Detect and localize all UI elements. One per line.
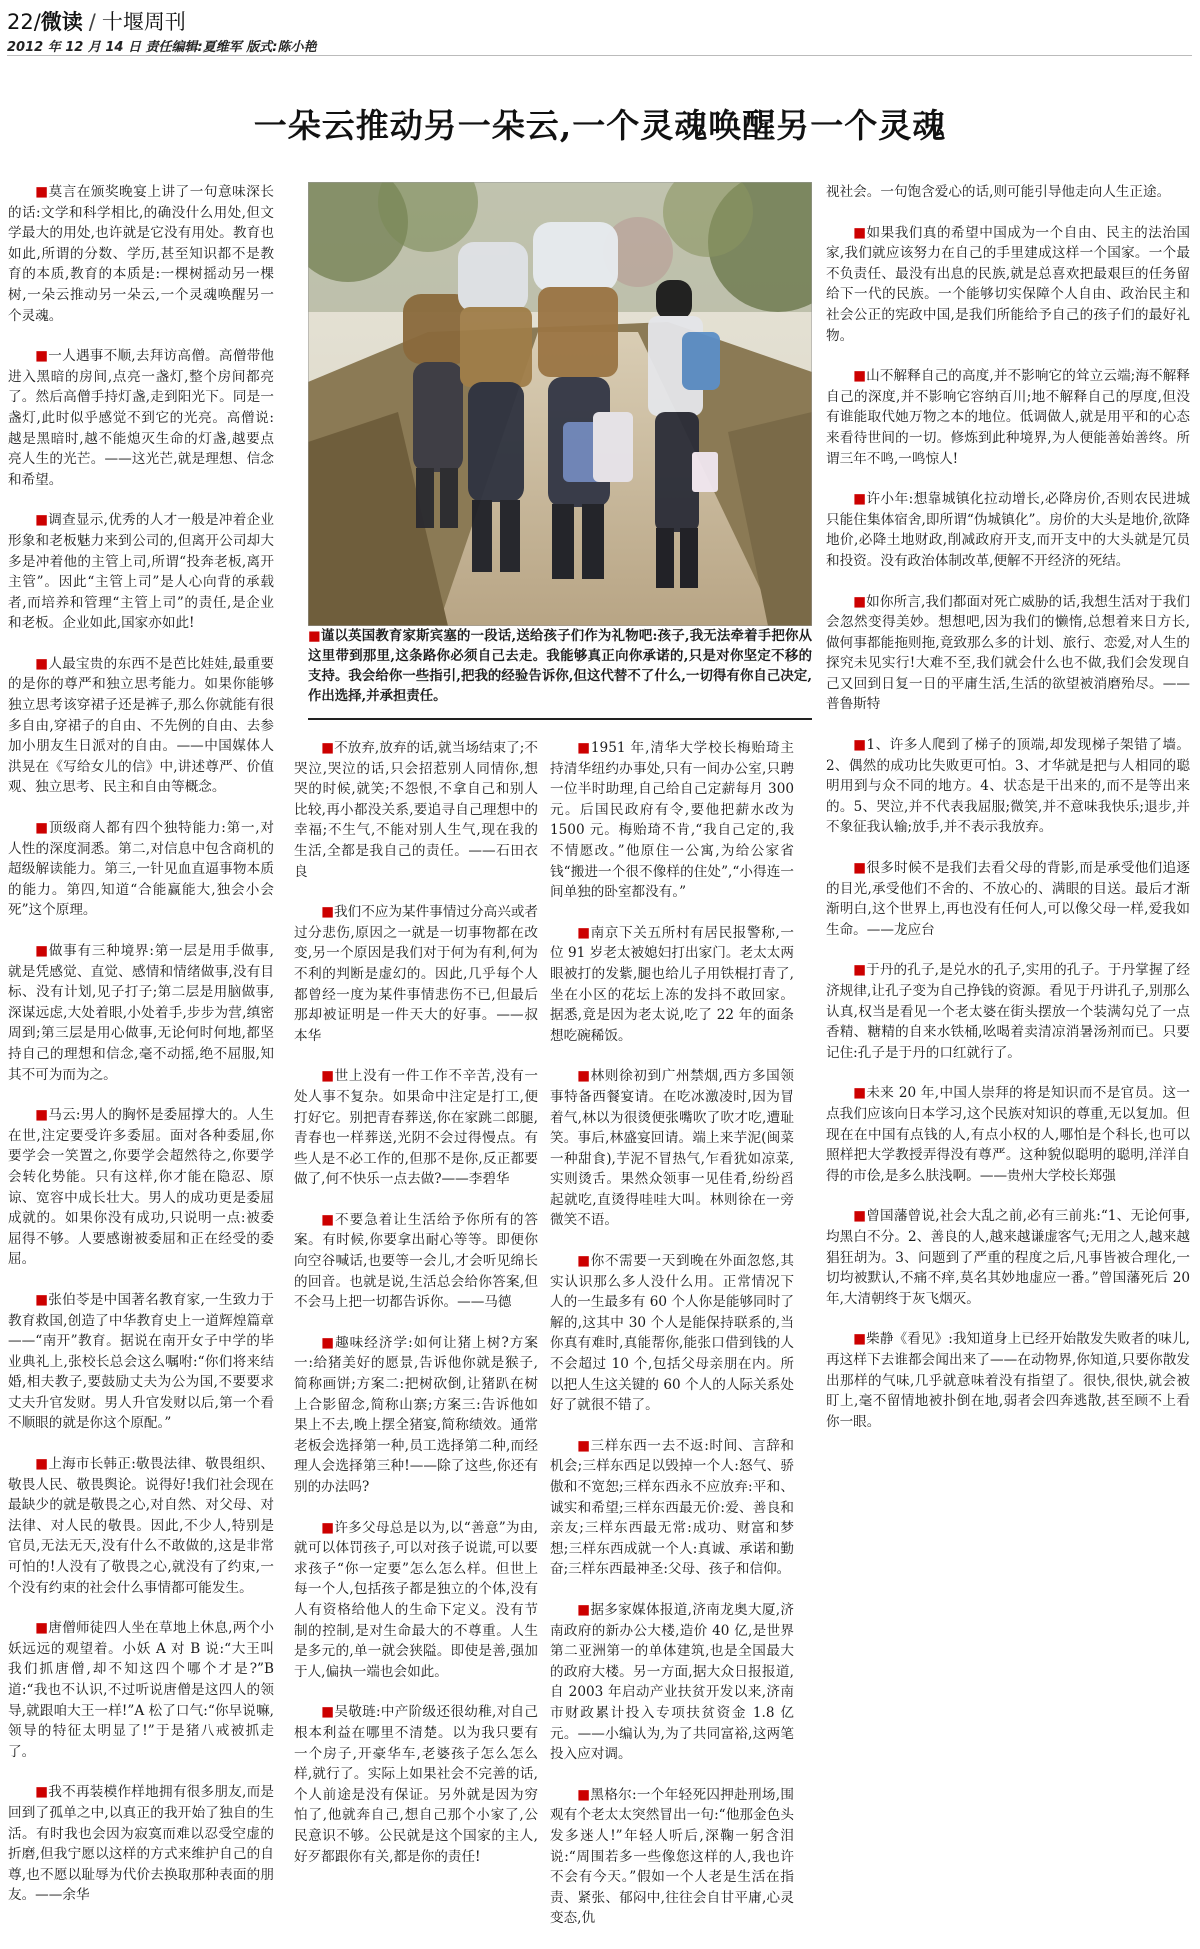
- column-3: [550, 738, 794, 1949]
- column-4: [826, 182, 1190, 1452]
- page-number-and-section: [7, 6, 186, 36]
- article-paragraph: [826, 1083, 1190, 1186]
- bullet-marker: ■: [853, 1085, 867, 1102]
- bullet-marker: ■: [577, 1068, 591, 1085]
- paragraph-text: 山不解释自己的高度,并不影响它的耸立云端;海不解释自己的深度,并不影响它容纳百川;地不解释自己的厚度,但没有谁能取代她万物之本的地位。低调做人,就是用平和的心态来看待世间的一切。修炼到此种境界,为人便能善始善终。所谓三年不鸣,一鸣惊人!: [826, 368, 1191, 467]
- article-paragraph: [294, 738, 538, 882]
- article-paragraph: [826, 366, 1190, 469]
- caption-text: 谨以英国教育家斯宾塞的一段话,送给孩子们作为礼物吧:孩子,我无法牵着手把你从这里带到那里,这条路你必须自己去走。我能够真正向你承诺的,只是对你坚定不移的支持。我会给你一些指引,把我的经验告诉你,但这代替不了什么,一切得有你自己决定,作出选择,并承担责任。: [308, 628, 812, 704]
- publication-name: 十堰周刊: [101, 10, 186, 34]
- page-header: [0, 0, 1200, 60]
- bullet-marker: ■: [577, 1786, 591, 1803]
- paragraph-text: 如你所言,我们都面对死亡威胁的话,我想生活对于我们会忽然变得美妙。想想吧,因为我们的懒惰,总想着来日方长,做何事都能拖则拖,竟致那么多的计划、旅行、恋爱,对人生的探究未见实行!大难不至,我们就会什么也不做,我们会发现自己又回到日复一日的平庸生活,生活的欲望被消磨殆尽。——普鲁斯特: [826, 593, 1191, 713]
- paragraph-text: 三样东西一去不返:时间、言辞和机会;三样东西足以毁掉一个人:怒气、骄傲和不宽恕;三样东西永不应放弃:平和、诚实和希望;三样东西最无价:爱、善良和亲友;三样东西最无常:成功、财富和梦想;三样东西成就一个人:真诚、承诺和勤奋;三样东西最神圣:父母、孩子和信仰。: [550, 1437, 794, 1578]
- bullet-marker: ■: [853, 962, 867, 979]
- paragraph-text: 张伯苓是中国著名教育家,一生致力于教育救国,创造了中华教育史上一道辉煌篇章——“南开”教育。据说在南开女子中学的毕业典礼上,张校长总会这么嘱咐:“你们将来结婚,相夫教子,要鼓励丈夫为公为国,不要要求丈夫升官发财。男人升官发财以后,第一个看不顺眼的就是你这个原配。”: [8, 1291, 274, 1432]
- paragraph-text: 马云:男人的胸怀是委屈撑大的。人生在世,注定要受许多委屈。面对各种委屈,你要学会一笑置之,你要学会超然待之,你要学会转化势能。只有这样,你才能在隐忍、原谅、宽容中成长壮大。男人的成功更是委屈成就的。如果你没有成功,只说明一点:被委屈得不够。人要感谢被委屈和正在经受的委屈。: [8, 1107, 274, 1268]
- paragraph-text: 1951 年,清华大学校长梅贻琦主持清华纽约办事处,只有一间办公室,只聘一位半时助理,自己给自己定薪每月 300 元。后国民政府有令,要他把薪水改为 1500 元。梅贻琦不肯,“我自己定的,我不情愿改。”他原住一公寓,为给公家省钱“搬进一个很不像样的住处”,“小得连一间单独的卧室都没有。”: [550, 740, 795, 901]
- bullet-marker: ■: [35, 820, 49, 837]
- bullet-marker: ■: [321, 1068, 335, 1085]
- bullet-marker: ■: [853, 593, 867, 610]
- bullet-marker: ■: [35, 943, 49, 959]
- paragraph-text: 我们不应为某件事情过分高兴或者过分悲伤,原因之一就是一切事物都在改变,另一个原因是我们对于何为有利,何为不利的判断是虚幻的。因此,几乎每个人都曾经一度为某件事情悲伤不已,但最后那却被证明是一件天大的好事。——叔本华: [294, 904, 539, 1044]
- article-paragraph: [8, 1618, 274, 1762]
- paragraph-text: 做事有三种境界:第一层是用手做事,就是凭感觉、直觉、感情和情绪做事,没有目标、没有计划,见子打子;第二层是用脑做事,深谋远虑,大处着眼,小处着手,步步为营,缜密周到;第三层是用心做事,无论何时何地,都坚持自己的理想和信念,毫不动摇,绝不屈服,知其不可为而为之。: [8, 943, 275, 1083]
- article-paragraph: [550, 738, 794, 903]
- paragraph-text: 顶级商人都有四个独特能力:第一,对人性的深度洞悉。第二,对信息中包含商机的超级解读能力。第三,一针见血直逼事物本质的能力。第四,知道“合能赢能大,独会小会死”这个原理。: [8, 820, 275, 919]
- paragraph-text: 调查显示,优秀的人才一般是冲着企业形象和老板魅力来到公司的,但离开公司却大多是冲着他的主管上司,所谓“投奔老板,离开主管”。因此“主管上司”是人心向背的承载者,而培养和管理“主管上司”的责任,是企业和老板。企业如此,国家亦如此!: [8, 512, 274, 632]
- paragraph-text: 于丹的孔子,是兑水的孔子,实用的孔子。于丹掌握了经济规律,让孔子变为自己挣钱的资源。看见于丹讲孔子,别那么认真,权当是看见一个老太婆在街头摆放一个装满勾兑了一点香精、糖精的自来水铁桶,吆喝着卖清凉消暑汤剂而已。只要记住:孔子是于丹的口红就行了。: [826, 962, 1191, 1061]
- article-paragraph: [8, 1454, 274, 1598]
- article-paragraph: [294, 1333, 538, 1498]
- article-paragraph: [550, 1600, 794, 1765]
- article-paragraph: [826, 223, 1190, 347]
- bullet-marker: ■: [308, 628, 321, 644]
- column-2: [294, 738, 538, 1887]
- bullet-marker: ■: [35, 512, 49, 529]
- article-paragraph: [550, 1785, 794, 1929]
- paragraph-text: 柴静《看见》:我知道身上已经开始散发失败者的味儿,再这样下去谁都会闻出来了——在动物界,你知道,只要你散发出那样的气味,几乎就意味着没有指望了。很快,很快,就会被盯上,毫不留情地被扑倒在地,弱者会四奔逃散,甚至顾不上看你一眼。: [826, 1331, 1191, 1430]
- bullet-marker: ■: [35, 1291, 49, 1308]
- photo-illustration: [308, 182, 812, 626]
- paragraph-text: 黑格尔:一个年轻死囚押赴刑场,围观有个老太太突然冒出一句:“他那金色头发多迷人!”年轻人听后,深鞠一躬含泪说:“周围若多一些像您这样的人,我也许不会有今天。”假如一个人老是生活在指责、紧张、郁闷中,往往会自甘平庸,心灵变态,仇: [550, 1786, 794, 1927]
- article-paragraph: [8, 818, 274, 921]
- bullet-marker: ■: [853, 737, 867, 754]
- paragraph-text: 很多时候不是我们去看父母的背影,而是承受他们追逐的目光,承受他们不舍的、不放心的、满眼的目送。最后才渐渐明白,这个世界上,再也没有任何人,可以像父母一样,爱我如生命。——龙应台: [826, 860, 1190, 938]
- article-paragraph: [8, 510, 274, 634]
- paragraph-text: 人最宝贵的东西不是芭比娃娃,最重要的是你的尊严和独立思考能力。如果你能够独立思考该穿裙子还是裤子,那么你就能有很多自由,穿裙子的自由、不先例的自由、去参加小朋友生日派对的自由。——中国媒体人洪晃在《写给女儿的信》中,讲述尊严、价值观、独立思考、民主和自由等概念。: [8, 655, 274, 796]
- article-paragraph: [826, 858, 1190, 940]
- bullet-marker: ■: [35, 1620, 49, 1637]
- bullet-marker: ■: [321, 1334, 336, 1351]
- article-paragraph: [294, 902, 538, 1046]
- article-paragraph: [8, 941, 274, 1085]
- paragraph-text: 曾国藩曾说,社会大乱之前,必有三前兆:“1、无论何事,均黑白不分。2、善良的人,越来越谦虚客气;无用之人,越来越猖狂胡为。3、问题到了严重的程度之后,凡事皆被合理化,一切均被默认,不痛不痒,莫名其妙地虚应一番。”曾国藩死后 20 年,大清朝终于灰飞烟灭。: [826, 1208, 1191, 1307]
- paragraph-text: 唐僧师徒四人坐在草地上休息,两个小妖远远的观望着。小妖 A 对 B 说:“大王叫我们抓唐僧,却不知这四个哪个才是?”B 道:“我也不认识,不过听说唐僧是这四人的领导,就跟咱大王一样!”A 松了口气:“你早说嘛,领导的特征太明显了!”于是猪八戒被抓走了。: [8, 1620, 274, 1760]
- bullet-marker: ■: [35, 655, 49, 672]
- paragraph-text: 你不需要一天到晚在外面忽悠,其实认识那么多人没什么用。正常情况下人的一生最多有 60 个人你是能够同时了解的,这其中 30 个人是能保持联系的,当你真有难时,真能帮你,能张口借到钱的人不会超过 10 个,包括父母亲朋在内。所以把人生这关键的 60 个人的人际关系处好了就很不错了。: [550, 1253, 794, 1414]
- bullet-marker: ■: [853, 368, 867, 385]
- article-paragraph: [8, 1782, 274, 1906]
- paragraph-text: 世上没有一件工作不辛苦,没有一处人事不复杂。如果命中注定是打工,便打好它。别把青春葬送,你在家跳二郎腿,青春也一样葬送,光阴不会过得慢点。有些人是不必工作的,但那不是你,反正都要做了,何不快乐一点去做?——李碧华: [294, 1068, 538, 1188]
- bullet-marker: ■: [35, 1107, 49, 1124]
- paragraph-text: 林则徐初到广州禁烟,西方多国领事特备西餐宴请。在吃冰激凌时,因为冒着气,林以为很烫便张嘴吹了吹才吃,遭耻笑。事后,林盛宴回请。端上来芋泥(闽菜一种甜食),芋泥不冒热气,乍看犹如凉菜,实则烫舌。果然众领事一见佳肴,纷纷舀起就吃,直烫得哇哇大叫。林则徐在一旁微笑不语。: [550, 1068, 794, 1229]
- paragraph-text: 1、许多人爬到了梯子的顶端,却发现梯子架错了墙。2、偶然的成功比失败更可怕。3、才华就是把与人相同的聪明用到与众不同的地方。4、状态是干出来的,而不是等出来的。5、哭泣,并不代表我屈服;微笑,并不意味我快乐;退步,并不象征我认输;放手,并不表示我放弃。: [826, 737, 1191, 836]
- headline: 一朵云推动另一朵云,一个灵魂唤醒另一个灵魂: [253, 106, 947, 145]
- article-paragraph: [826, 592, 1190, 716]
- bullet-marker: ■: [577, 740, 591, 756]
- article-paragraph: [8, 654, 274, 798]
- header-rule: [7, 55, 1192, 56]
- bullet-marker: ■: [853, 1208, 867, 1225]
- bullet-marker: ■: [321, 1211, 336, 1228]
- article-paragraph: [550, 1251, 794, 1416]
- bullet-marker: ■: [853, 224, 867, 241]
- bullet-marker: ■: [35, 1456, 49, 1473]
- caption-rule: [308, 718, 812, 720]
- bullet-marker: ■: [321, 740, 335, 756]
- paragraph-text: 如果我们真的希望中国成为一个自由、民主的法治国家,我们就应该努力在自己的手里建成这样一个国家。一个最不负责任、最没有出息的民族,就是总喜欢把最艰巨的任务留给下一代的民族。一个能够切实保障个人自由、政治民主和社会公正的宪政中国,是我们所能给予自己的孩子们的最好礼物。: [826, 224, 1191, 344]
- bullet-marker: ■: [577, 1253, 591, 1270]
- paragraph-text: 未来 20 年,中国人崇拜的将是知识而不是官员。这一点我们应该向日本学习,这个民族对知识的尊重,无以复加。但现在在中国有点钱的人,有点小权的人,哪怕是个科长,也可以照样把大学教授弄得没有尊严。这种貌似聪明的聪明,洋洋自得的市侩,是多么肤浅啊。——贵州大学校长郑强: [826, 1085, 1190, 1184]
- article-paragraph: [550, 923, 794, 1047]
- article-paragraph: [8, 1290, 274, 1434]
- bullet-marker: ■: [321, 904, 335, 921]
- paragraph-text: 上海市长韩正:敬畏法律、敬畏组织、敬畏人民、敬畏舆论。说得好!我们社会现在最缺少的就是敬畏之心,对自然、对父母、对法律、对人民的敬畏。因此,不少人,特别是官员,无法无天,没有什么不敢做的,这是非常可怕的!人没有了敬畏之心,就没有了约束,一个没有约束的社会什么事情都可能发生。: [8, 1456, 274, 1596]
- article-paragraph: [826, 1329, 1190, 1432]
- bullet-marker: ■: [35, 1784, 49, 1801]
- paragraph-text: 视社会。一句饱含爱心的话,则可能引导他走向人生正途。: [826, 184, 1171, 200]
- paragraph-text: 许小年:想靠城镇化拉动增长,必降房价,否则农民进城只能住集体宿舍,即所谓“伪城镇化”。房价的大头是地价,欲降地价,必降土地财政,削减政府开支,而开支中的大头就是冗员和投资。没有政治体制改革,便解不开经济的死结。: [826, 491, 1190, 569]
- bullet-marker: ■: [321, 1519, 335, 1536]
- paragraph-text: 我不再装模作样地拥有很多朋友,而是回到了孤单之中,以真正的我开始了独自的生活。有时我也会因为寂寞而难以忍受空虚的折磨,但我宁愿以这样的方式来维护自己的自尊,也不愿以耻辱为代价去换取那种表面的朋友。——余华: [8, 1784, 274, 1904]
- paragraph-text: 吴敬琏:中产阶级还很幼稚,对自己根本利益在哪里不清楚。以为我只要有一个房子,开豪华车,老婆孩子怎么怎么样,就行了。实际上如果社会不完善的话,个人前途是没有保证。另外就是因为穷怕了,他就奔自己,想自己那个小家了,公民意识不够。公民就是这个国家的主人,好歹都跟你有关,都是你的责任!: [294, 1704, 538, 1865]
- paragraph-text: 不要急着让生活给予你所有的答案。有时候,你要拿出耐心等等。即便你向空谷喊话,也要等一会儿,才会听见绵长的回音。也就是说,生活总会给你答案,但不会马上把一切都告诉你。——马德: [294, 1211, 539, 1311]
- article-paragraph: [8, 1105, 274, 1270]
- article-paragraph: [294, 1702, 538, 1867]
- article-paragraph: [294, 1210, 538, 1313]
- article-paragraph: [826, 489, 1190, 571]
- article-paragraph: [8, 182, 274, 326]
- section-name: 微读: [40, 10, 83, 34]
- photo-children-walking: [308, 182, 812, 626]
- photo-caption: [308, 626, 812, 706]
- bullet-marker: ■: [321, 1704, 335, 1721]
- page-number: 22/: [7, 10, 41, 34]
- column-1: [8, 182, 274, 1926]
- paragraph-text: 南京下关五所村有居民报警称,一位 91 岁老太被媳妇打出家门。老太太两眼被打的发紫,腿也给儿子用铁棍打青了,坐在小区的花坛上冻的发抖不敢回家。据悉,竟是因为老太说,吃了 22 年的面条想吃碗稀饭。: [550, 924, 794, 1044]
- bullet-marker: ■: [853, 1331, 867, 1348]
- paragraph-text: 据多家媒体报道,济南龙奥大厦,济南政府的新办公大楼,造价 40 亿,是世界第二亚洲第一的单体建筑,也是全国最大的政府大楼。另一方面,据大众日报报道,自 2003 年启动产业扶贫开发以来,济南市财政累计投入专项扶贫资金 1.8 亿元。——小编认为,为了共同富裕,这两笔投入应对调。: [550, 1601, 794, 1763]
- article-paragraph: [8, 346, 274, 490]
- article-paragraph: [826, 960, 1190, 1063]
- article-paragraph: [550, 1066, 794, 1231]
- paragraph-text: 不放弃,放弃的话,就当场结束了;不哭泣,哭泣的话,只会招惹别人同情你,想哭的时候,就笑;不怨恨,不拿自己和别人比较,再小都没关系,要追寻自己理想中的幸福;不生气,不能对别人生气,现在我的生活,全都是我自己的责任。——石田衣良: [294, 740, 538, 880]
- bullet-marker: ■: [853, 860, 867, 877]
- bullet-marker: ■: [577, 924, 591, 941]
- bullet-marker: ■: [35, 348, 49, 365]
- section-separator: /: [88, 10, 96, 34]
- article-paragraph: [294, 1518, 538, 1683]
- article-paragraph: [294, 1066, 538, 1190]
- paragraph-text: 许多父母总是以为,以“善意”为由,就可以体罚孩子,可以对孩子说谎,可以要求孩子“你一定要”怎么怎么样。但世上每一个人,包括孩子都是独立的个体,没有人有资格给他人的生命下定义。没有节制的控制,是对生命最大的不尊重。人生是多元的,单一就会狭隘。即使是善,强加于人,偏执一端也会如此。: [294, 1519, 538, 1680]
- bullet-marker: ■: [35, 184, 49, 200]
- article-paragraph: [550, 1436, 794, 1580]
- article-paragraph: [826, 735, 1190, 838]
- bullet-marker: ■: [577, 1437, 591, 1454]
- article-paragraph: [826, 182, 1190, 203]
- paragraph-text: 一人遇事不顺,去拜访高僧。高僧带他进入黑暗的房间,点亮一盏灯,整个房间都亮了。然后高僧手持灯盏,走到阳光下。同是一盏灯,此时似乎感觉不到它的光亮。高僧说:越是黑暗时,越不能熄灭生命的灯盏,越要点亮人生的光芒。——这光芒,就是理想、信念和希望。: [8, 348, 274, 488]
- bullet-marker: ■: [577, 1601, 591, 1618]
- paragraph-text: 莫言在颁奖晚宴上讲了一句意味深长的话:文学和科学相比,的确没什么用处,但文学最大的用处,也许就是它没有用处。教育也如此,所谓的分数、学历,甚至知识都不是教育的本质,教育的本质是:一棵树摇动另一棵树,一朵云推动另一朵云,一个灵魂唤醒另一个灵魂。: [8, 184, 275, 324]
- bullet-marker: ■: [853, 491, 867, 508]
- article-paragraph: [826, 1206, 1190, 1309]
- paragraph-text: 趣味经济学:如何让猪上树?方案一:给猪美好的愿景,告诉他你就是猴子,简称画饼;方案二:把树砍倒,让猪趴在树上合影留念,简称山寨;方案三:告诉他如果上不去,晚上摆全猪宴,简称绩效。通常老板会选择第一种,员工选择第二种,而经理人会选择第三种!——除了这些,你还有别的办法吗?: [294, 1334, 538, 1495]
- dateline: 2012 年 12 月 14 日 责任编辑:夏维军 版式:陈小艳: [7, 40, 317, 55]
